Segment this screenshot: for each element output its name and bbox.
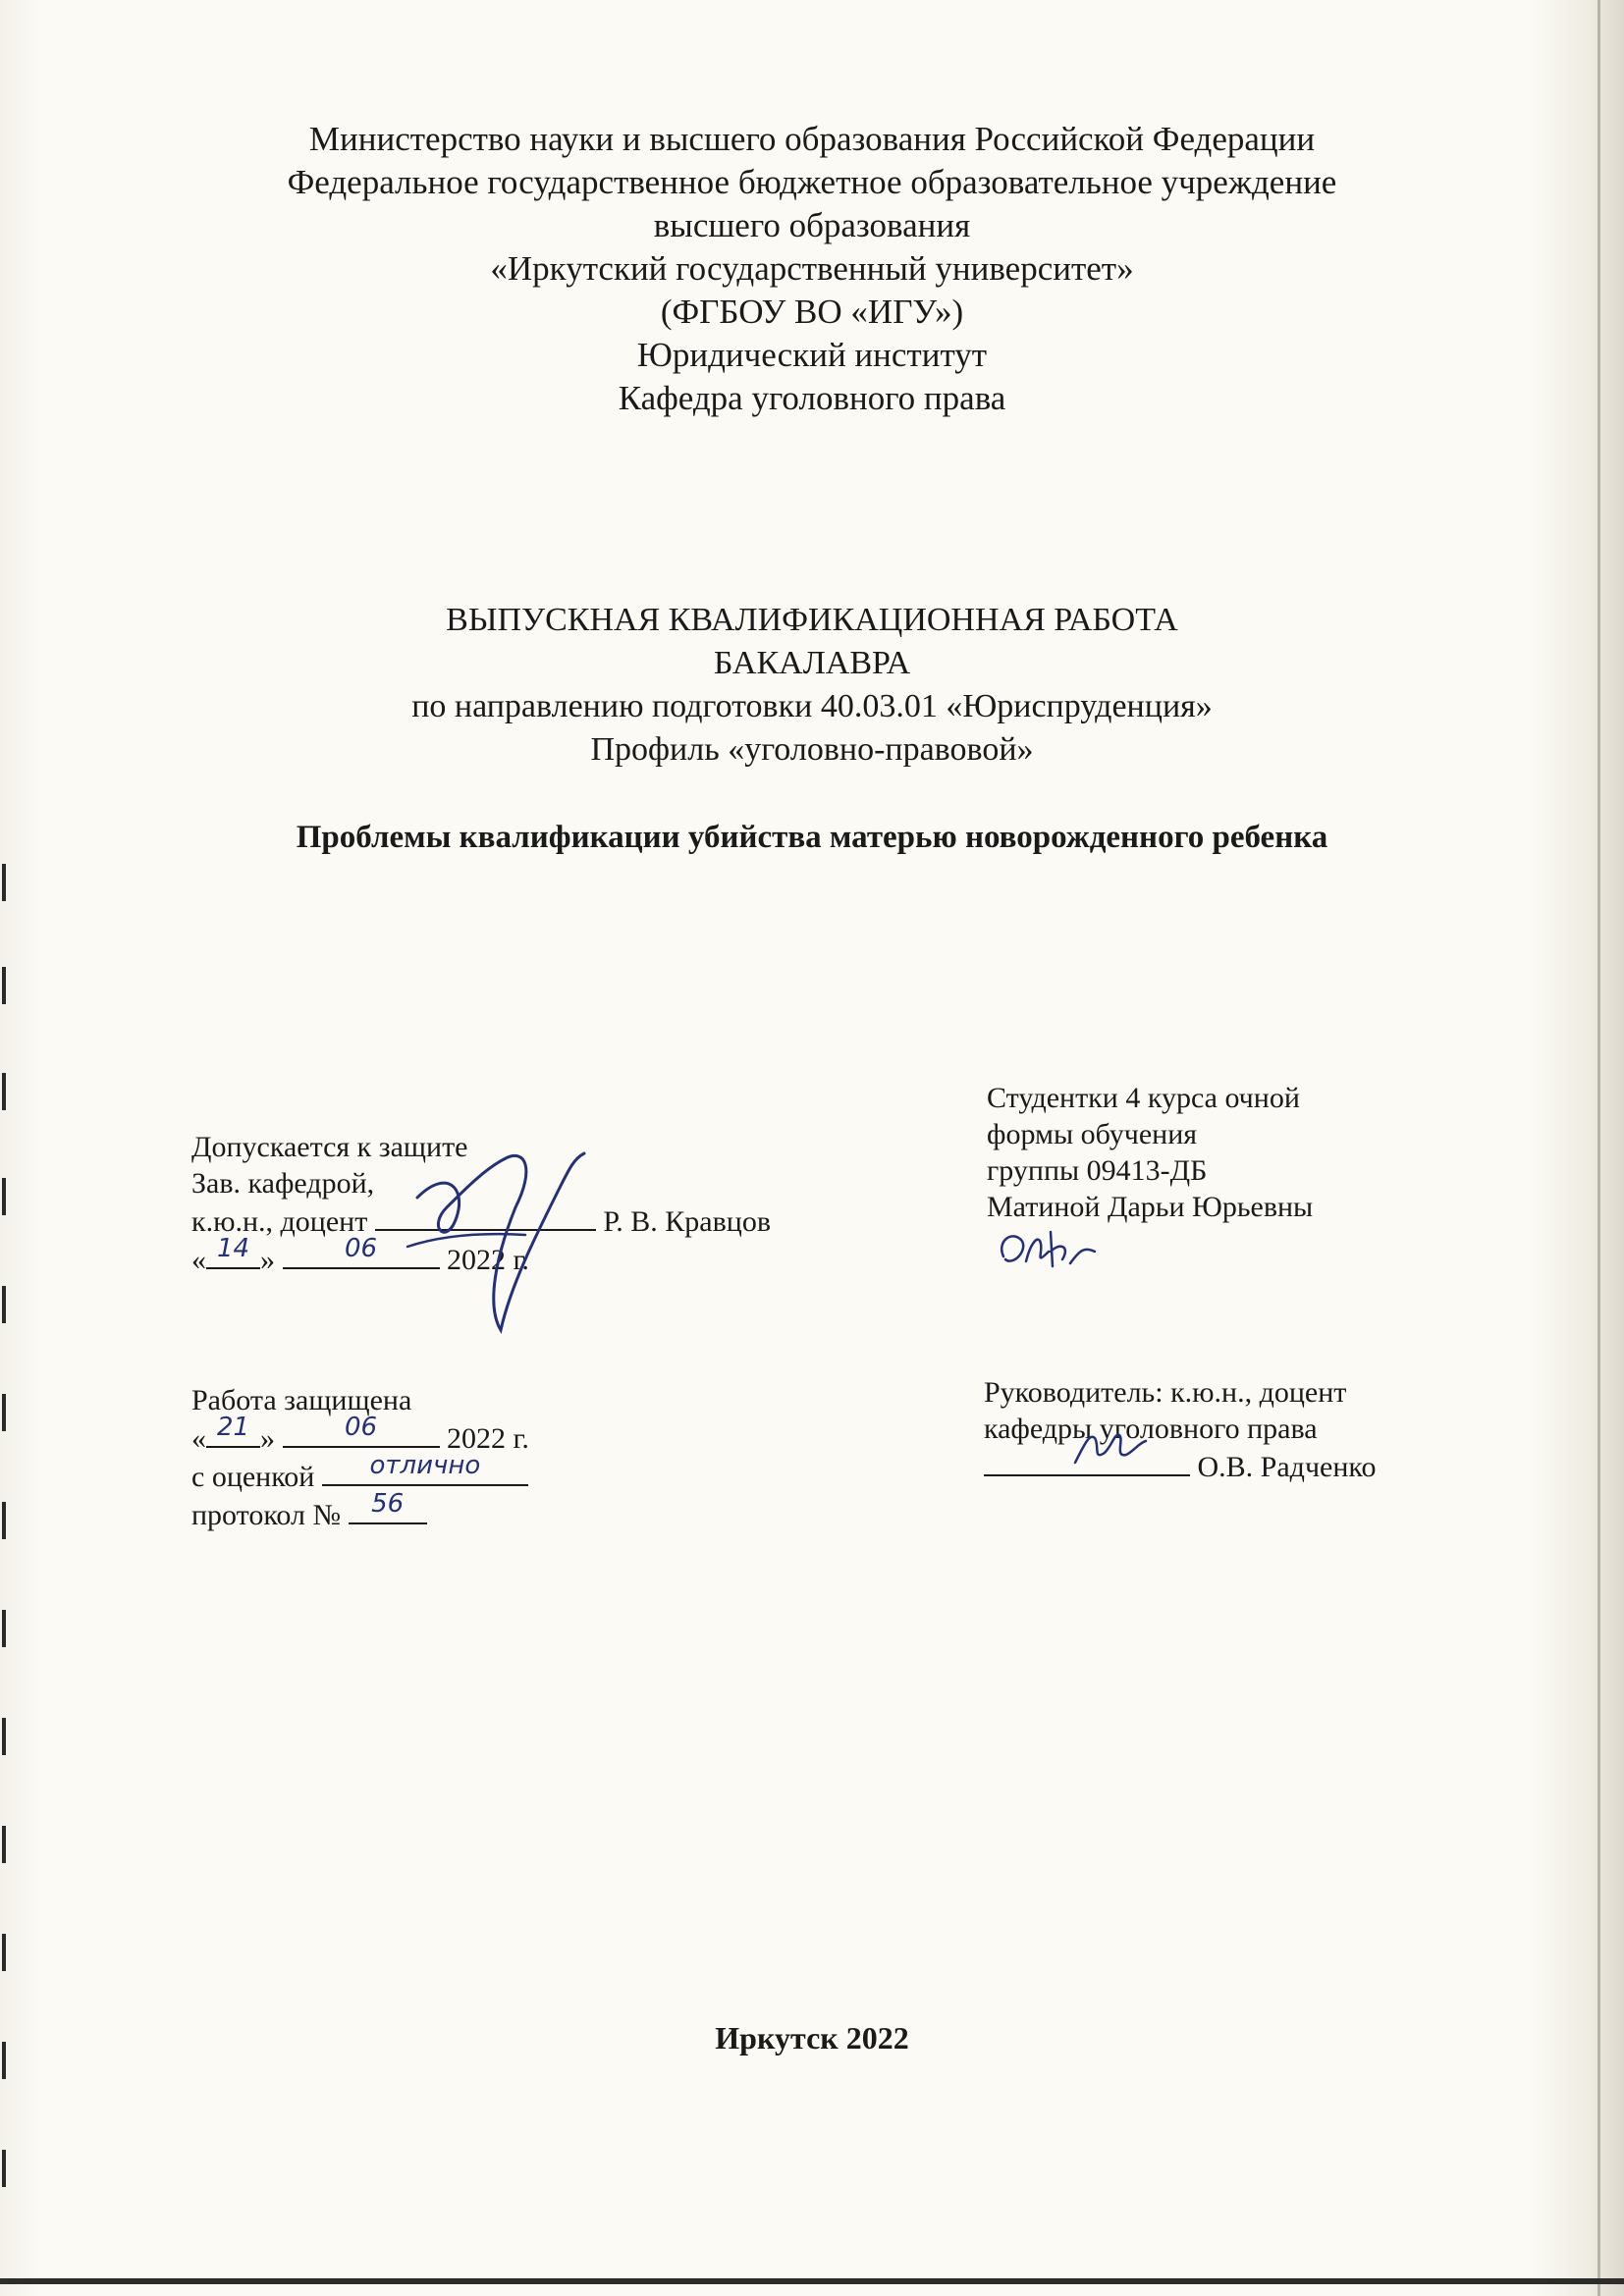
binding-hole-mark [2, 1502, 6, 1539]
study-direction: по направлению подготовки 40.03.01 «Юриспруденция» [411, 688, 1213, 724]
admission-day-field: 14 [206, 1240, 260, 1269]
head-name: Р. В. Кравцов [603, 1205, 771, 1238]
grade-label: с оценкой [191, 1461, 315, 1493]
binding-hole-mark [2, 1394, 6, 1431]
binding-hole-mark [2, 1610, 6, 1647]
defense-date: « 21 » 06 2022 г. [191, 1413, 529, 1455]
work-type-line1: ВЫПУСКНАЯ КВАЛИФИКАЦИОННАЯ РАБОТА [446, 602, 1178, 638]
supervisor-signature [1065, 1423, 1154, 1472]
work-type-block [0, 599, 1624, 772]
student-block [987, 1080, 1313, 1225]
binding-hole-mark [2, 967, 6, 1004]
defense-status: Работа защищена [191, 1384, 412, 1416]
work-type-line2: БАКАЛАВРА [713, 645, 911, 681]
university-name: «Иркутский государственный университет» [490, 249, 1134, 288]
binding-hole-mark [2, 1286, 6, 1323]
head-position: к.ю.н., доцент [191, 1205, 368, 1238]
defense-day-field: 21 [206, 1418, 260, 1448]
grade-field: отлично [322, 1457, 528, 1486]
institute-name: Юридический институт [636, 336, 988, 374]
study-profile: Профиль «уголовно-правовой» [590, 731, 1034, 768]
department-name: Кафедра уголовного права [618, 379, 1006, 417]
binding-hole-mark [2, 1178, 6, 1215]
supervisor-department: кафедры уголовного права [984, 1413, 1318, 1445]
scan-bottom-border [0, 2278, 1624, 2284]
institution-header [0, 118, 1624, 420]
supervisor-position: Руководитель: к.ю.н., доцент [984, 1376, 1347, 1409]
student-study-form: формы обучения [987, 1118, 1198, 1150]
protocol-number-field: 56 [349, 1495, 427, 1524]
protocol-line [191, 1489, 529, 1533]
binding-hole-mark [2, 1934, 6, 1971]
university-abbreviation: (ФГБОУ ВО «ИГУ») [660, 293, 964, 331]
admission-month-field: 06 [283, 1240, 440, 1269]
binding-hole-mark [2, 1826, 6, 1863]
student-name: Матиной Дарьи Юрьевны [987, 1191, 1314, 1223]
institution-type-line: Федеральное государственное бюджетное образовательное учреждение [287, 163, 1337, 201]
education-level-line: высшего образования [653, 206, 971, 244]
city-year: Иркутск 2022 [715, 2020, 909, 2056]
student-signature [992, 1222, 1100, 1281]
head-of-department-label: Зав. кафедрой, [191, 1167, 375, 1200]
student-group: группы 09413-ДБ [987, 1154, 1208, 1187]
supervisor-signature-line [984, 1447, 1376, 1485]
student-course: Студентки 4 курса очной [987, 1082, 1300, 1114]
admission-line: Допускается к защите [191, 1131, 468, 1163]
defense-block [191, 1382, 529, 1533]
binding-hole-mark [2, 1718, 6, 1755]
binding-hole-mark [2, 864, 6, 901]
ministry-line: Министерство науки и высшего образования Российской Федерации [308, 120, 1316, 158]
binding-hole-mark [2, 2150, 6, 2187]
admission-year: 2022 г. [447, 1244, 529, 1276]
admission-date: « 14 » 06 2022 г. [191, 1234, 529, 1276]
thesis-title: Проблемы квалификации убийства матерью новорожденного ребенка [296, 820, 1328, 855]
supervisor-block [984, 1374, 1376, 1485]
defense-month-field: 06 [283, 1418, 440, 1448]
supervisor-name: О.В. Радченко [1197, 1451, 1377, 1483]
protocol-label: протокол № [191, 1499, 342, 1531]
defense-year: 2022 г. [447, 1422, 529, 1455]
head-signature [388, 1129, 643, 1345]
binding-hole-mark [2, 1073, 6, 1110]
